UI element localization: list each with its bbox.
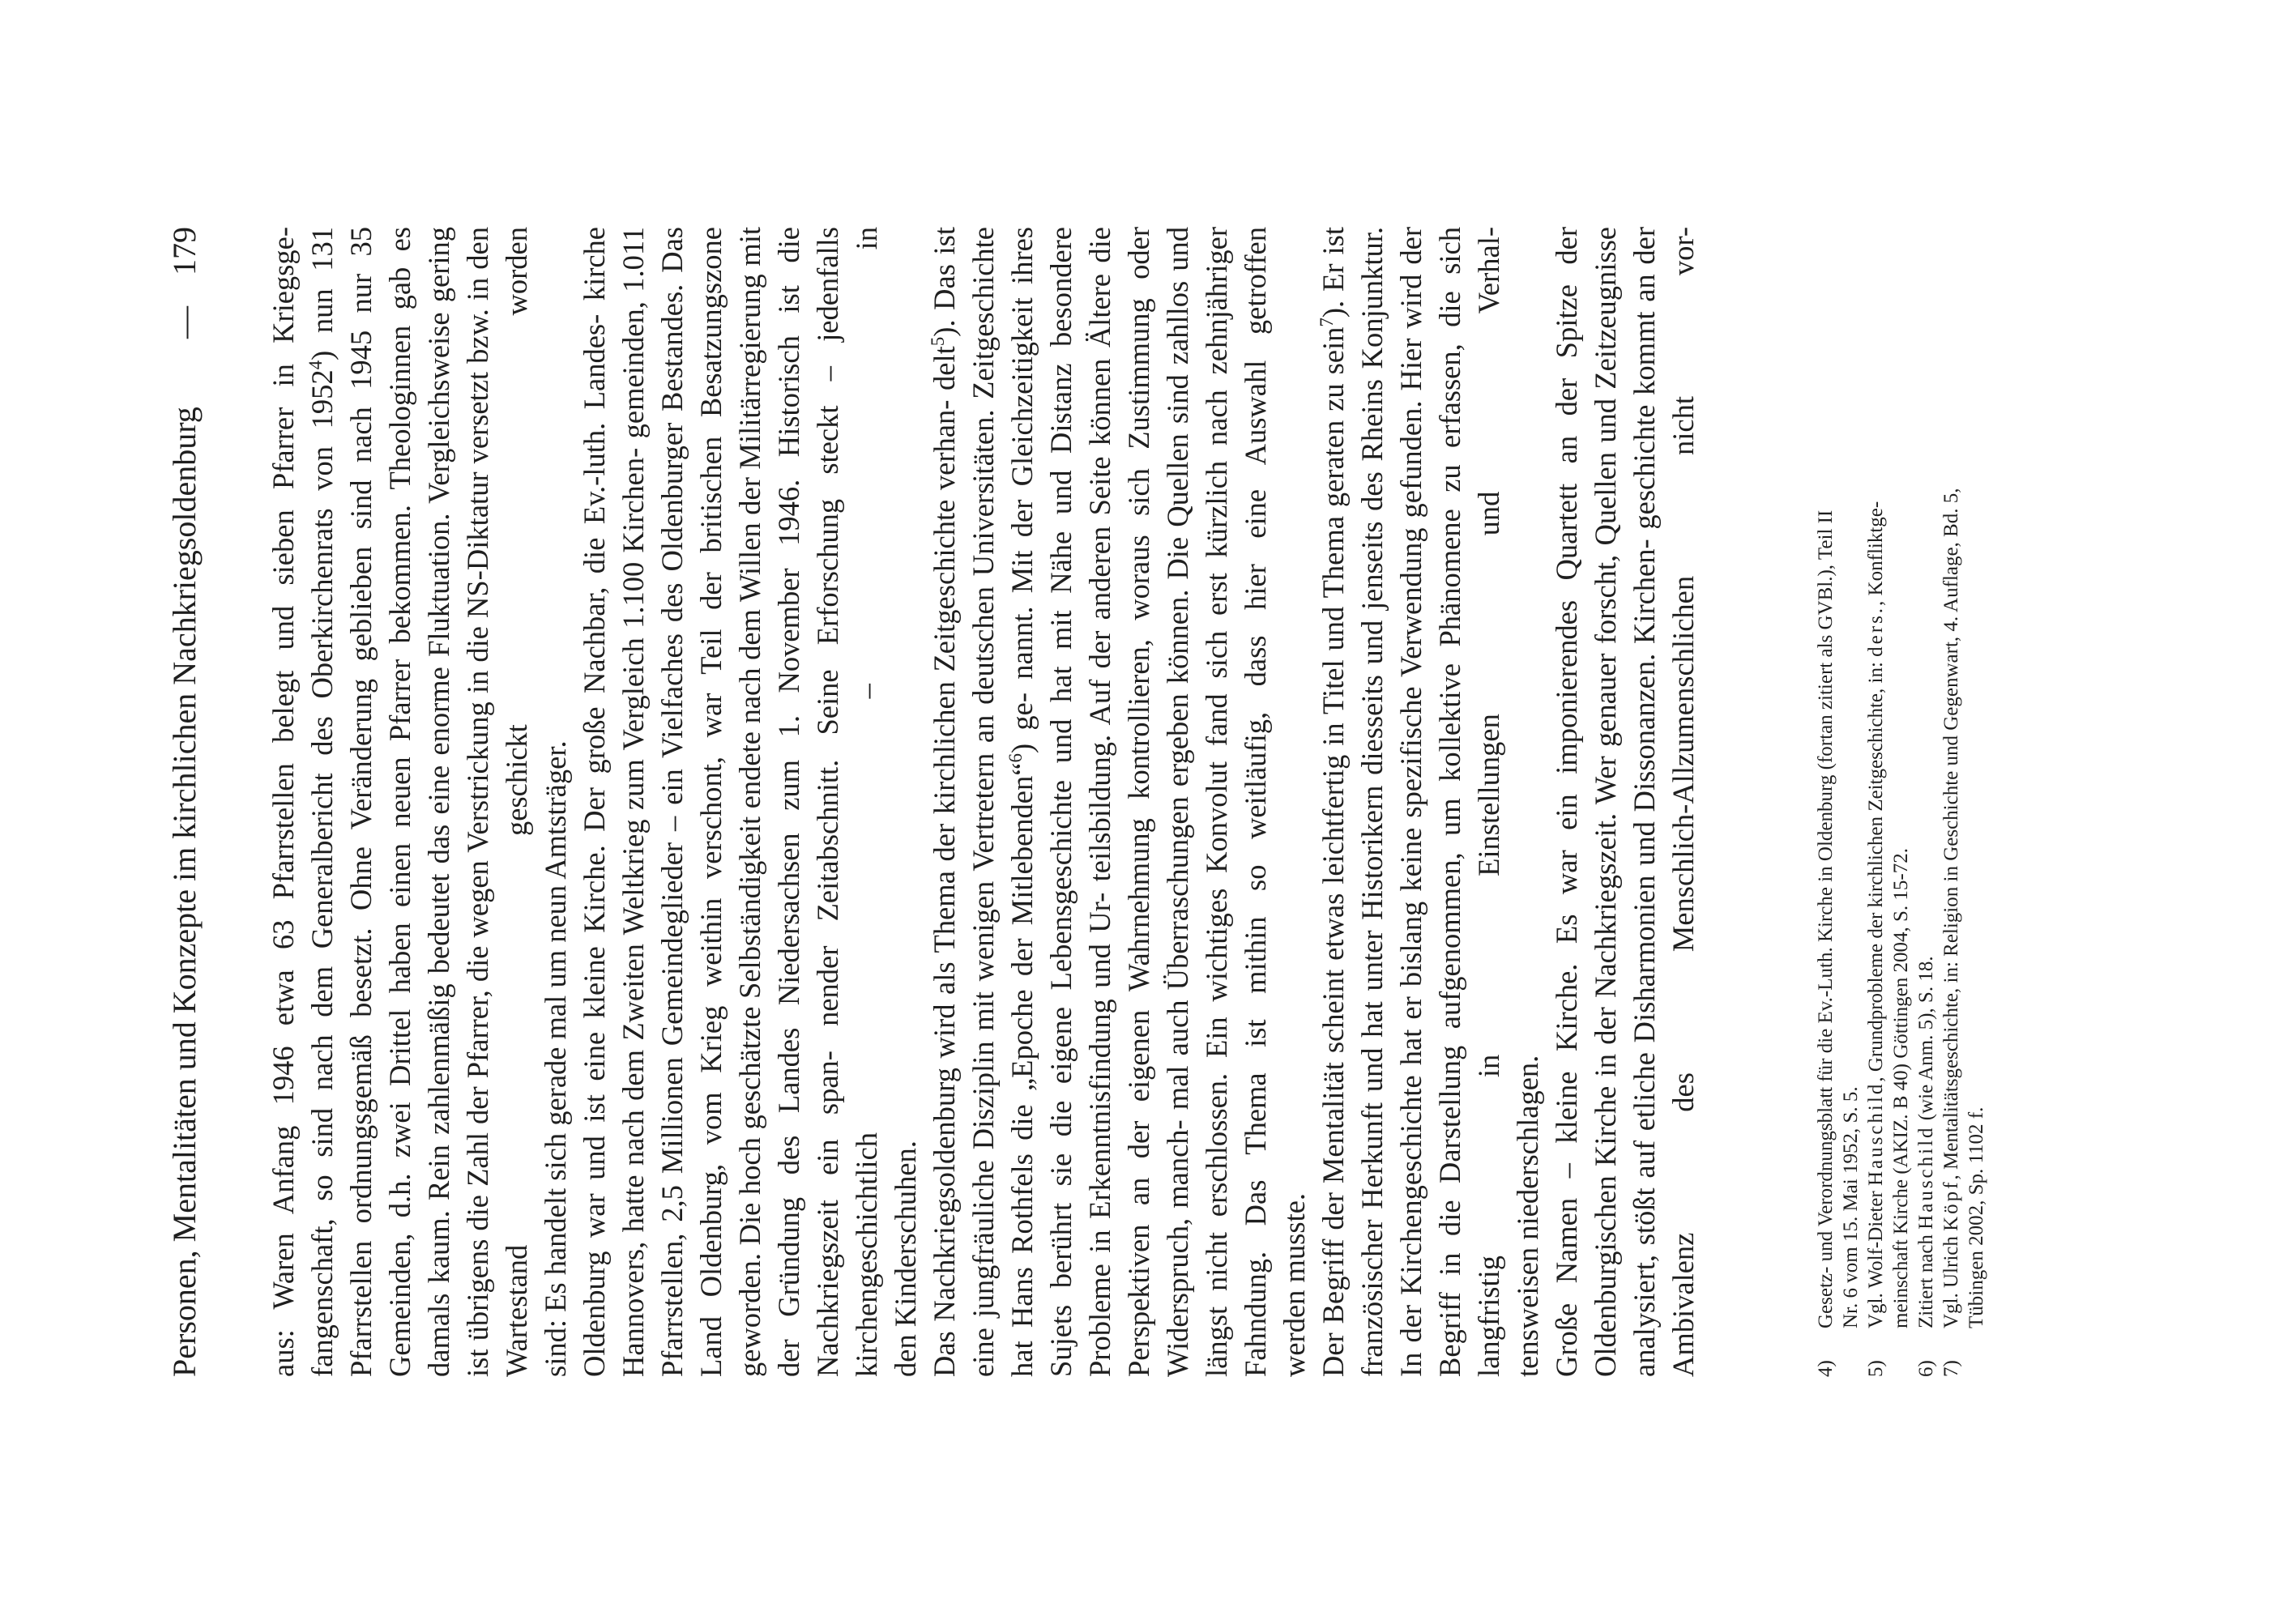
footnote-ref-4[interactable]: 4 [305, 360, 326, 370]
page-number: 179 [166, 227, 203, 275]
author-name: Hauschild [1865, 1081, 1887, 1187]
running-header [160, 227, 209, 1377]
paragraph-5: Große Namen – kleine Kirche. Es war ein imponierendes Quartett an der Spitze der Oldenburgischen Kirche in der Nachkriegszeit. Wer genauer forscht, Quellen und Zeitzeugnisse analysiert, stößt auf etliche Disharmonien und Dissonanzen. Kirchen- geschichte kommt an der Ambivalenz des Menschlich-Allzumenschlichen nicht vor- [1550, 227, 1700, 1377]
footnote-6: 6) Zitiert nach Hauschild (wie Anm. 5), S. 18. [1915, 956, 1937, 1377]
author-name: Hauschild [1915, 1125, 1937, 1230]
footnote-ref-5[interactable]: 5 [928, 336, 948, 347]
footnote-ref-7[interactable]: 7 [1317, 318, 1337, 327]
footnote-ref-6[interactable]: 6 [1005, 753, 1026, 763]
footnote-number: 5) [1865, 1360, 1887, 1377]
paragraph-3: Das Nachkriegsoldenburg wird als Thema der kirchlichen Zeitgeschichte verhan- delt$^5$). Das ist eine jungfräuliche Disziplin mit wenigen Vertretern an deutschen Universitäten. Zeitgeschichte hat Hans Rothfels die „Epoche der Mitlebenden“$^6$) ge- nannt. Mit der Gleichzeitigkeit ihres Sujets berührt sie die eigene Lebensgeschichte und hat mit Nähe und Distanz besondere Probleme in Erkenntnisfindung und Ur- teilsbildung. Auf der anderen Seite können Ältere die Perspektiven an der eigenen Wahrnehmung kontrollieren, woraus sich Zustimmung oder Widerspruch, manch- mal auch Überraschungen ergeben können. Die Quellen sind zahllos und längst nicht erschlossen. Ein wichtiges Konvolut fand sich erst kürzlich nach zehnjähriger Fahndung. Das Thema ist mithin so weitläufig, dass hier eine Auswahl getroffen werden musste. [928, 226, 1311, 1377]
footnote-4: 4) Gesetz- und Verordnungsblatt für die Ev.-Luth. Kirche in Oldenburg (fortan zitiert als GVBl.), Teil II Nr. 6 vom 15. Mai 1952, S. 5. [1815, 509, 1862, 1377]
paragraph-4: Der Begriff der Mentalität scheint etwas leichtfertig in Titel und Thema geraten zu sein$^7$). Er ist französischer Herkunft und hat unter Historikern diesseits und jenseits des Rheins Konjunktur. In der Kirchengeschichte hat er bislang keine spezifische Verwendung gefunden. Hier wird der Begriff in die Darstellung aufgenommen, um kollektive Phänomene zu erfassen, die sich langfristig in Einstellungen und Verhal- tensweisen niederschlagen. [1317, 226, 1544, 1377]
running-title: Personen, Mentalitäten und Konzepte im kirchlichen Nachkriegsoldenburg [166, 407, 203, 1377]
main-text [264, 227, 1703, 1377]
footnote-number: 7) [1940, 1360, 1962, 1377]
footnote-number: 4) [1815, 1360, 1837, 1377]
footnote-number: 6) [1915, 1360, 1937, 1377]
header-dash: — [166, 306, 203, 339]
footnotes [1813, 227, 1989, 1377]
footnote-7: 7) Vgl. Ulrich Köpf, Mentalitätsgeschichte, in: Religion in Geschichte und Gegenwart, 4. Auflage, Bd. 5, Tübingen 2002, Sp. 1102 f. [1940, 488, 1987, 1377]
author-name: Köpf [1940, 1179, 1962, 1231]
paragraph-2: Oldenburg war und ist eine kleine Kirche. Der große Nachbar, die Ev.-luth. Landes- kirche Hannovers, hatte nach dem Zweiten Weltkrieg zum Vergleich 1.100 Kirchen- gemeinden, 1.011 Pfarrstellen, 2,5 Millionen Gemeindeglieder – ein Vielfaches des Oldenburger Bestandes. Das Land Oldenburg, vom Krieg weithin verschont, war Teil der britischen Besatzungszone geworden. Die hoch geschätzte Selbständigkeit endete nach dem Willen der Militärregierung mit der Gründung des Landes Niedersachsen zum 1. November 1946. Historisch ist die Nachkriegszeit ein span- nender Zeitabschnitt. Seine Erforschung steckt – jedenfalls kirchengeschichtlich – in den Kinderschuhen. [578, 226, 922, 1377]
footnote-5: 5) Vgl. Wolf-Dieter Hauschild, Grundprobleme der kirchlichen Zeitgeschichte, in: ders., Konfliktge- meinschaft Kirche (AKIZ. B 40) Göttingen 2004, S. 15-72. [1865, 501, 1912, 1377]
paragraph-1: aus: Waren Anfang 1946 etwa 63 Pfarrstellen belegt und sieben Pfarrer in Kriegsge- fangenschaft, so sind nach dem Generalbericht des Oberkirchenrats von 1952$^4$) nun 131 Pfarrstellen ordnungsgemäß besetzt. Ohne Veränderung geblieben sind nach 1945 nur 35 Gemeinden, d.h. zwei Drittel haben einen neuen Pfarrer bekommen. Theologinnen gab es damals kaum. Rein zahlenmäßig bedeutet das eine enorme Fluktuation. Vergleichsweise gering ist übrigens die Zahl der Pfarrer, die wegen Verstrickung in die NS-Diktatur versetzt bzw. in den Wartestand geschickt worden sind: Es handelt sich gerade mal um neun Amtsträger. [267, 226, 572, 1377]
